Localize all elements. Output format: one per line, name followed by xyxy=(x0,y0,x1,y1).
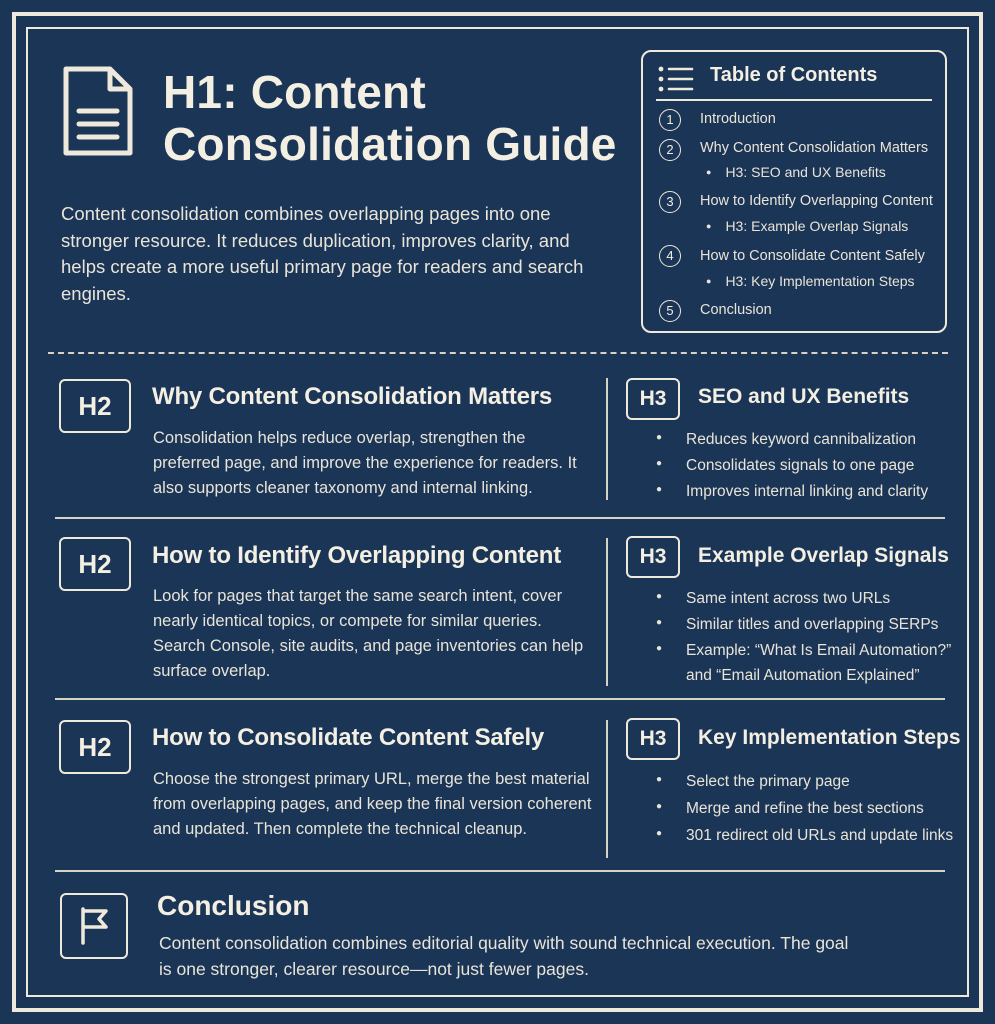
list-item-continuation: and “Email Automation Explained” xyxy=(686,667,920,684)
dashed-divider xyxy=(48,352,948,354)
list-item: ● Select the primary page xyxy=(654,773,953,791)
h3-badge: H3 xyxy=(626,718,680,760)
list-item: ● Improves internal linking and clarity xyxy=(654,483,928,501)
toc-title: Table of Contents xyxy=(710,64,878,86)
list-item: ● Same intent across two URLs xyxy=(654,590,951,608)
section-divider xyxy=(55,698,945,700)
h2-badge: H2 xyxy=(59,537,131,591)
list-icon xyxy=(657,66,695,92)
toc-subitem-seo-ux[interactable]: ● H3: SEO and UX Benefits xyxy=(706,164,886,180)
toc-subitem-overlap-signals[interactable]: ● H3: Example Overlap Signals xyxy=(706,218,908,234)
toc-number: 2 xyxy=(659,139,681,161)
section-title: How to Consolidate Content Safely xyxy=(152,724,545,751)
bullet-list xyxy=(654,590,951,660)
toc-divider xyxy=(656,99,932,101)
h3-title: Example Overlap Signals xyxy=(698,544,949,567)
toc-subitem-implementation-steps[interactable]: ● H3: Key Implementation Steps xyxy=(706,273,915,289)
h2-badge: H2 xyxy=(59,379,131,433)
section-body: Look for pages that target the same search intent, cover nearly identical topics, or compete for similar queries. Search Console, site audits, and page inventories can help surface overlap. xyxy=(153,587,584,680)
conclusion-title: Conclusion xyxy=(157,890,310,921)
section-title: Why Content Consolidation Matters xyxy=(152,383,553,410)
document-icon xyxy=(62,65,134,157)
toc-item-introduction[interactable]: Introduction xyxy=(700,111,776,127)
h3-badge: H3 xyxy=(626,378,680,420)
table-of-contents xyxy=(641,50,947,333)
toc-item-why-consolidation[interactable]: Why Content Consolidation Matters xyxy=(700,140,929,156)
toc-item-identify-overlap[interactable]: How to Identify Overlapping Content xyxy=(700,193,933,209)
list-item: ● 301 redirect old URLs and update links xyxy=(654,827,953,845)
bullet-list xyxy=(654,431,928,501)
h2-badge: H2 xyxy=(59,720,131,774)
toc-number: 1 xyxy=(659,109,681,131)
section-divider xyxy=(55,517,945,519)
list-item: ● Merge and refine the best sections xyxy=(654,800,953,818)
section-divider xyxy=(55,870,945,872)
toc-number: 3 xyxy=(659,191,681,213)
conclusion-body: Content consolidation combines editorial quality with sound technical execution. The goal is one stronger, clearer resource—not just fewer pages. xyxy=(159,933,849,979)
h3-title: SEO and UX Benefits xyxy=(698,385,910,408)
section-body: Choose the strongest primary URL, merge the best material from overlapping pages, and keep the final version coherent and updated. Then complete the technical cleanup. xyxy=(153,770,592,838)
toc-item-consolidate-safely[interactable]: How to Consolidate Content Safely xyxy=(700,248,925,264)
bullet-list xyxy=(654,773,953,845)
column-divider xyxy=(606,378,608,500)
column-divider xyxy=(606,538,608,686)
toc-item-conclusion[interactable]: Conclusion xyxy=(700,302,772,318)
h3-title: Key Implementation Steps xyxy=(698,726,961,749)
list-item: ● Consolidates signals to one page xyxy=(654,457,928,475)
list-item: ● Similar titles and overlapping SERPs xyxy=(654,616,951,634)
toc-number: 5 xyxy=(659,300,681,322)
list-item: ● Reduces keyword cannibalization xyxy=(654,431,928,449)
h3-badge: H3 xyxy=(626,536,680,578)
column-divider xyxy=(606,720,608,858)
flag-badge xyxy=(60,893,128,959)
section-title: How to Identify Overlapping Content xyxy=(152,542,561,569)
section-body: Consolidation helps reduce overlap, strengthen the preferred page, and improve the experience for readers. It also supports cleaner taxonomy and internal linking. xyxy=(153,429,577,497)
page-title: H1: Content Consolidation Guide xyxy=(163,66,617,170)
list-item: ● Example: “What Is Email Automation?” xyxy=(654,642,951,660)
flag-icon xyxy=(62,895,125,956)
intro-paragraph: Content consolidation combines overlapping pages into one stronger resource. It reduces duplication, improves clarity, and helps create a more useful primary page for readers and search engines. xyxy=(61,203,584,304)
toc-number: 4 xyxy=(659,245,681,267)
